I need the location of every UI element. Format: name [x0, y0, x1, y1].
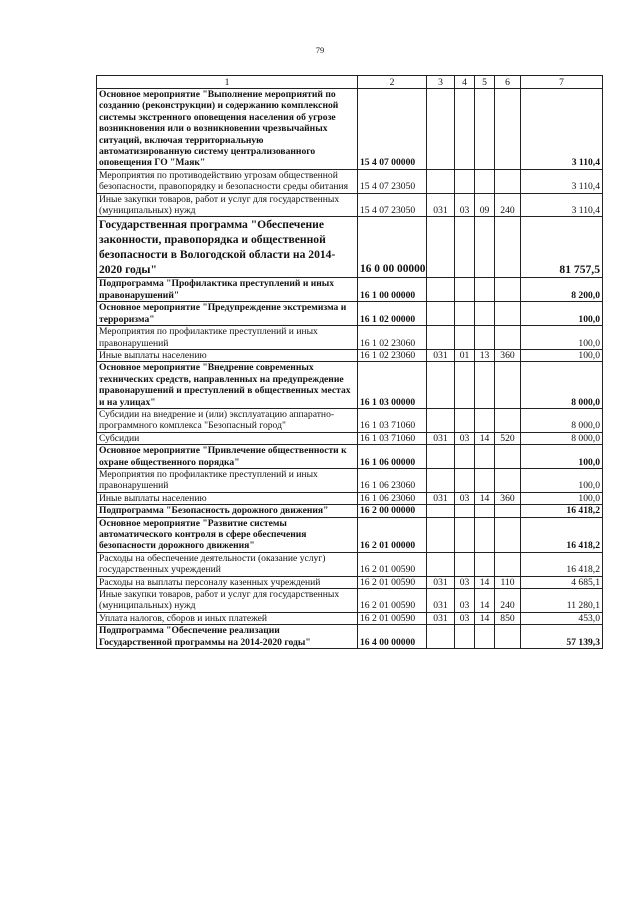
- row-col4-cell: [455, 408, 475, 432]
- row-code-cell: 16 2 01 00590: [358, 552, 427, 576]
- row-col6-cell: 360: [495, 349, 521, 361]
- row-col4-cell: [455, 89, 475, 170]
- row-col6-cell: 850: [495, 612, 521, 624]
- row-col4-cell: 03: [455, 492, 475, 504]
- row-col6-cell: [495, 408, 521, 432]
- row-amount-cell: 81 757,5: [521, 217, 603, 278]
- row-col6-cell: 240: [495, 589, 521, 613]
- table-row: [97, 169, 603, 193]
- column-header: 3: [427, 76, 455, 89]
- table-row: [97, 612, 603, 624]
- row-code-cell: 16 1 03 71060: [358, 432, 427, 444]
- row-name-cell: Государственная программа "Обеспечение законности, правопорядка и общественной безопасности в Вологодской области на 2014-2020 годы": [97, 217, 358, 278]
- row-col3-cell: [427, 408, 455, 432]
- row-name-cell: Субсидии на внедрение и (или) эксплуатацию аппаратно-программного комплекса "Безопасный город": [97, 408, 358, 432]
- row-col6-cell: [495, 278, 521, 302]
- row-amount-cell: 100,0: [521, 302, 603, 326]
- row-name-cell: Иные закупки товаров, работ и услуг для государственных (муниципальных) нужд: [97, 193, 358, 217]
- column-header: 5: [475, 76, 495, 89]
- table-row: [97, 492, 603, 504]
- row-name-cell: Основное мероприятие "Внедрение современных технических средств, направленных на предупреждение правонарушений и преступлений в общественных местах и на улицах": [97, 362, 358, 409]
- row-name-cell: Расходы на выплаты персоналу казенных учреждений: [97, 576, 358, 588]
- row-col4-cell: [455, 278, 475, 302]
- table-row: [97, 326, 603, 350]
- row-code-cell: 16 2 01 00590: [358, 589, 427, 613]
- column-header: 2: [358, 76, 427, 89]
- row-col6-cell: [495, 517, 521, 552]
- row-col5-cell: [475, 505, 495, 517]
- table-row: [97, 193, 603, 217]
- row-col4-cell: [455, 552, 475, 576]
- row-code-cell: 16 4 00 00000: [358, 625, 427, 649]
- row-col3-cell: 031: [427, 576, 455, 588]
- row-col4-cell: [455, 445, 475, 469]
- table-row: [97, 468, 603, 492]
- row-col6-cell: 360: [495, 492, 521, 504]
- table-row: [97, 625, 603, 649]
- row-code-cell: 16 1 02 23060: [358, 349, 427, 361]
- row-name-cell: Субсидии: [97, 432, 358, 444]
- row-name-cell: Подпрограмма "Обеспечение реализации Государственной программы на 2014-2020 годы": [97, 625, 358, 649]
- row-code-cell: 16 2 01 00590: [358, 576, 427, 588]
- row-name-cell: Подпрограмма "Безопасность дорожного движения": [97, 505, 358, 517]
- row-col5-cell: [475, 278, 495, 302]
- row-amount-cell: 16 418,2: [521, 517, 603, 552]
- table-row: [97, 517, 603, 552]
- row-amount-cell: 100,0: [521, 349, 603, 361]
- row-code-cell: 16 1 06 23060: [358, 468, 427, 492]
- row-amount-cell: 8 200,0: [521, 278, 603, 302]
- row-col5-cell: [475, 552, 495, 576]
- row-amount-cell: 100,0: [521, 492, 603, 504]
- row-name-cell: Мероприятия по противодействию угрозам общественной безопасности, правопорядку и безопасности среды обитания: [97, 169, 358, 193]
- row-code-cell: 16 0 00 00000: [358, 217, 427, 278]
- row-col6-cell: 110: [495, 576, 521, 588]
- row-col5-cell: 14: [475, 492, 495, 504]
- row-col4-cell: 03: [455, 576, 475, 588]
- row-amount-cell: 16 418,2: [521, 552, 603, 576]
- row-name-cell: Уплата налогов, сборов и иных платежей: [97, 612, 358, 624]
- row-amount-cell: 8 000,0: [521, 362, 603, 409]
- row-amount-cell: 16 418,2: [521, 505, 603, 517]
- row-col3-cell: 031: [427, 612, 455, 624]
- row-col6-cell: [495, 552, 521, 576]
- page-number: 79: [315, 45, 325, 55]
- row-amount-cell: 3 110,4: [521, 193, 603, 217]
- row-col5-cell: 14: [475, 612, 495, 624]
- row-col3-cell: 031: [427, 589, 455, 613]
- row-amount-cell: 3 110,4: [521, 89, 603, 170]
- row-col5-cell: [475, 217, 495, 278]
- table-row: [97, 349, 603, 361]
- row-amount-cell: 57 139,3: [521, 625, 603, 649]
- budget-table: [96, 75, 603, 649]
- row-col5-cell: [475, 89, 495, 170]
- row-name-cell: Иные выплаты населению: [97, 492, 358, 504]
- row-col3-cell: [427, 517, 455, 552]
- row-name-cell: Расходы на обеспечение деятельности (оказание услуг) государственных учреждений: [97, 552, 358, 576]
- row-col5-cell: 14: [475, 432, 495, 444]
- table-row: [97, 89, 603, 170]
- row-col3-cell: 031: [427, 492, 455, 504]
- row-amount-cell: 8 000,0: [521, 408, 603, 432]
- row-code-cell: 16 1 02 00000: [358, 302, 427, 326]
- row-amount-cell: 100,0: [521, 468, 603, 492]
- row-col4-cell: [455, 169, 475, 193]
- row-code-cell: 16 2 01 00000: [358, 517, 427, 552]
- row-col5-cell: 13: [475, 349, 495, 361]
- row-col3-cell: [427, 468, 455, 492]
- row-name-cell: Иные закупки товаров, работ и услуг для государственных (муниципальных) нужд: [97, 589, 358, 613]
- row-col3-cell: 031: [427, 432, 455, 444]
- row-col3-cell: [427, 625, 455, 649]
- row-amount-cell: 11 280,1: [521, 589, 603, 613]
- table-row: [97, 302, 603, 326]
- row-col3-cell: [427, 217, 455, 278]
- row-col5-cell: [475, 302, 495, 326]
- row-amount-cell: 8 000,0: [521, 432, 603, 444]
- table-row: [97, 278, 603, 302]
- row-col4-cell: [455, 217, 475, 278]
- row-col5-cell: [475, 517, 495, 552]
- row-col4-cell: 03: [455, 193, 475, 217]
- row-col6-cell: [495, 625, 521, 649]
- row-code-cell: 16 2 01 00590: [358, 612, 427, 624]
- row-name-cell: Мероприятия по профилактике преступлений и иных правонарушений: [97, 326, 358, 350]
- row-amount-cell: 453,0: [521, 612, 603, 624]
- table-row: [97, 505, 603, 517]
- row-col5-cell: [475, 362, 495, 409]
- table-row: [97, 217, 603, 278]
- column-header: 1: [97, 76, 358, 89]
- row-code-cell: 16 1 03 00000: [358, 362, 427, 409]
- row-amount-cell: 4 685,1: [521, 576, 603, 588]
- row-col4-cell: [455, 326, 475, 350]
- row-col3-cell: 031: [427, 349, 455, 361]
- row-name-cell: Подпрограмма "Профилактика преступлений и иных правонарушений": [97, 278, 358, 302]
- row-col4-cell: [455, 625, 475, 649]
- table-row: [97, 445, 603, 469]
- row-col4-cell: 03: [455, 589, 475, 613]
- row-col3-cell: [427, 278, 455, 302]
- row-col6-cell: [495, 169, 521, 193]
- row-col6-cell: [495, 468, 521, 492]
- row-col3-cell: [427, 326, 455, 350]
- row-col4-cell: [455, 362, 475, 409]
- row-col3-cell: [427, 505, 455, 517]
- row-name-cell: Основное мероприятие "Развитие системы автоматического контроля в сфере обеспечения безопасности дорожного движения": [97, 517, 358, 552]
- row-col3-cell: [427, 445, 455, 469]
- row-code-cell: 15 4 07 23050: [358, 169, 427, 193]
- row-col3-cell: [427, 362, 455, 409]
- table-row: [97, 362, 603, 409]
- row-col6-cell: 520: [495, 432, 521, 444]
- row-col5-cell: 09: [475, 193, 495, 217]
- table-row: [97, 589, 603, 613]
- row-code-cell: 16 1 06 23060: [358, 492, 427, 504]
- column-header: 4: [455, 76, 475, 89]
- column-header: 6: [495, 76, 521, 89]
- row-col5-cell: 14: [475, 589, 495, 613]
- row-code-cell: 16 1 06 00000: [358, 445, 427, 469]
- row-col6-cell: [495, 445, 521, 469]
- row-amount-cell: 100,0: [521, 445, 603, 469]
- row-col6-cell: [495, 302, 521, 326]
- row-col4-cell: 03: [455, 612, 475, 624]
- row-col5-cell: [475, 326, 495, 350]
- row-code-cell: 16 1 03 71060: [358, 408, 427, 432]
- row-col6-cell: 240: [495, 193, 521, 217]
- row-col3-cell: [427, 552, 455, 576]
- table-row: [97, 576, 603, 588]
- row-code-cell: 15 4 07 00000: [358, 89, 427, 170]
- row-col5-cell: [475, 445, 495, 469]
- row-col4-cell: [455, 302, 475, 326]
- row-name-cell: Иные выплаты населению: [97, 349, 358, 361]
- row-name-cell: Основное мероприятие "Предупреждение экстремизма и терроризма": [97, 302, 358, 326]
- row-code-cell: 16 1 02 23060: [358, 326, 427, 350]
- column-header-row: [97, 76, 603, 89]
- row-code-cell: 16 2 00 00000: [358, 505, 427, 517]
- row-col4-cell: [455, 517, 475, 552]
- row-col3-cell: [427, 302, 455, 326]
- row-col6-cell: [495, 362, 521, 409]
- row-amount-cell: 3 110,4: [521, 169, 603, 193]
- row-amount-cell: 100,0: [521, 326, 603, 350]
- table-row: [97, 432, 603, 444]
- column-header: 7: [521, 76, 603, 89]
- row-name-cell: Основное мероприятие "Привлечение общественности к охране общественного порядка": [97, 445, 358, 469]
- row-col6-cell: [495, 89, 521, 170]
- row-col3-cell: 031: [427, 193, 455, 217]
- row-col4-cell: 01: [455, 349, 475, 361]
- row-col6-cell: [495, 326, 521, 350]
- row-col5-cell: [475, 169, 495, 193]
- row-col4-cell: [455, 505, 475, 517]
- row-col6-cell: [495, 217, 521, 278]
- row-col3-cell: [427, 169, 455, 193]
- row-col5-cell: [475, 625, 495, 649]
- row-name-cell: Мероприятия по профилактике преступлений и иных правонарушений: [97, 468, 358, 492]
- row-col3-cell: [427, 89, 455, 170]
- table-row: [97, 408, 603, 432]
- row-col5-cell: [475, 468, 495, 492]
- row-code-cell: 16 1 00 00000: [358, 278, 427, 302]
- row-col4-cell: 03: [455, 432, 475, 444]
- row-col4-cell: [455, 468, 475, 492]
- row-name-cell: Основное мероприятие "Выполнение мероприятий по созданию (реконструкции) и содержанию комплексной системы экстренного оповещения населения об угрозе возникновения или о возникновении чрезвычайных ситуаций, включая территориальную автоматизированную систему централизованного оповещения ГО "Маяк": [97, 89, 358, 170]
- row-col5-cell: 14: [475, 576, 495, 588]
- row-code-cell: 15 4 07 23050: [358, 193, 427, 217]
- table-body: [97, 76, 603, 649]
- table-row: [97, 552, 603, 576]
- row-col6-cell: [495, 505, 521, 517]
- row-col5-cell: [475, 408, 495, 432]
